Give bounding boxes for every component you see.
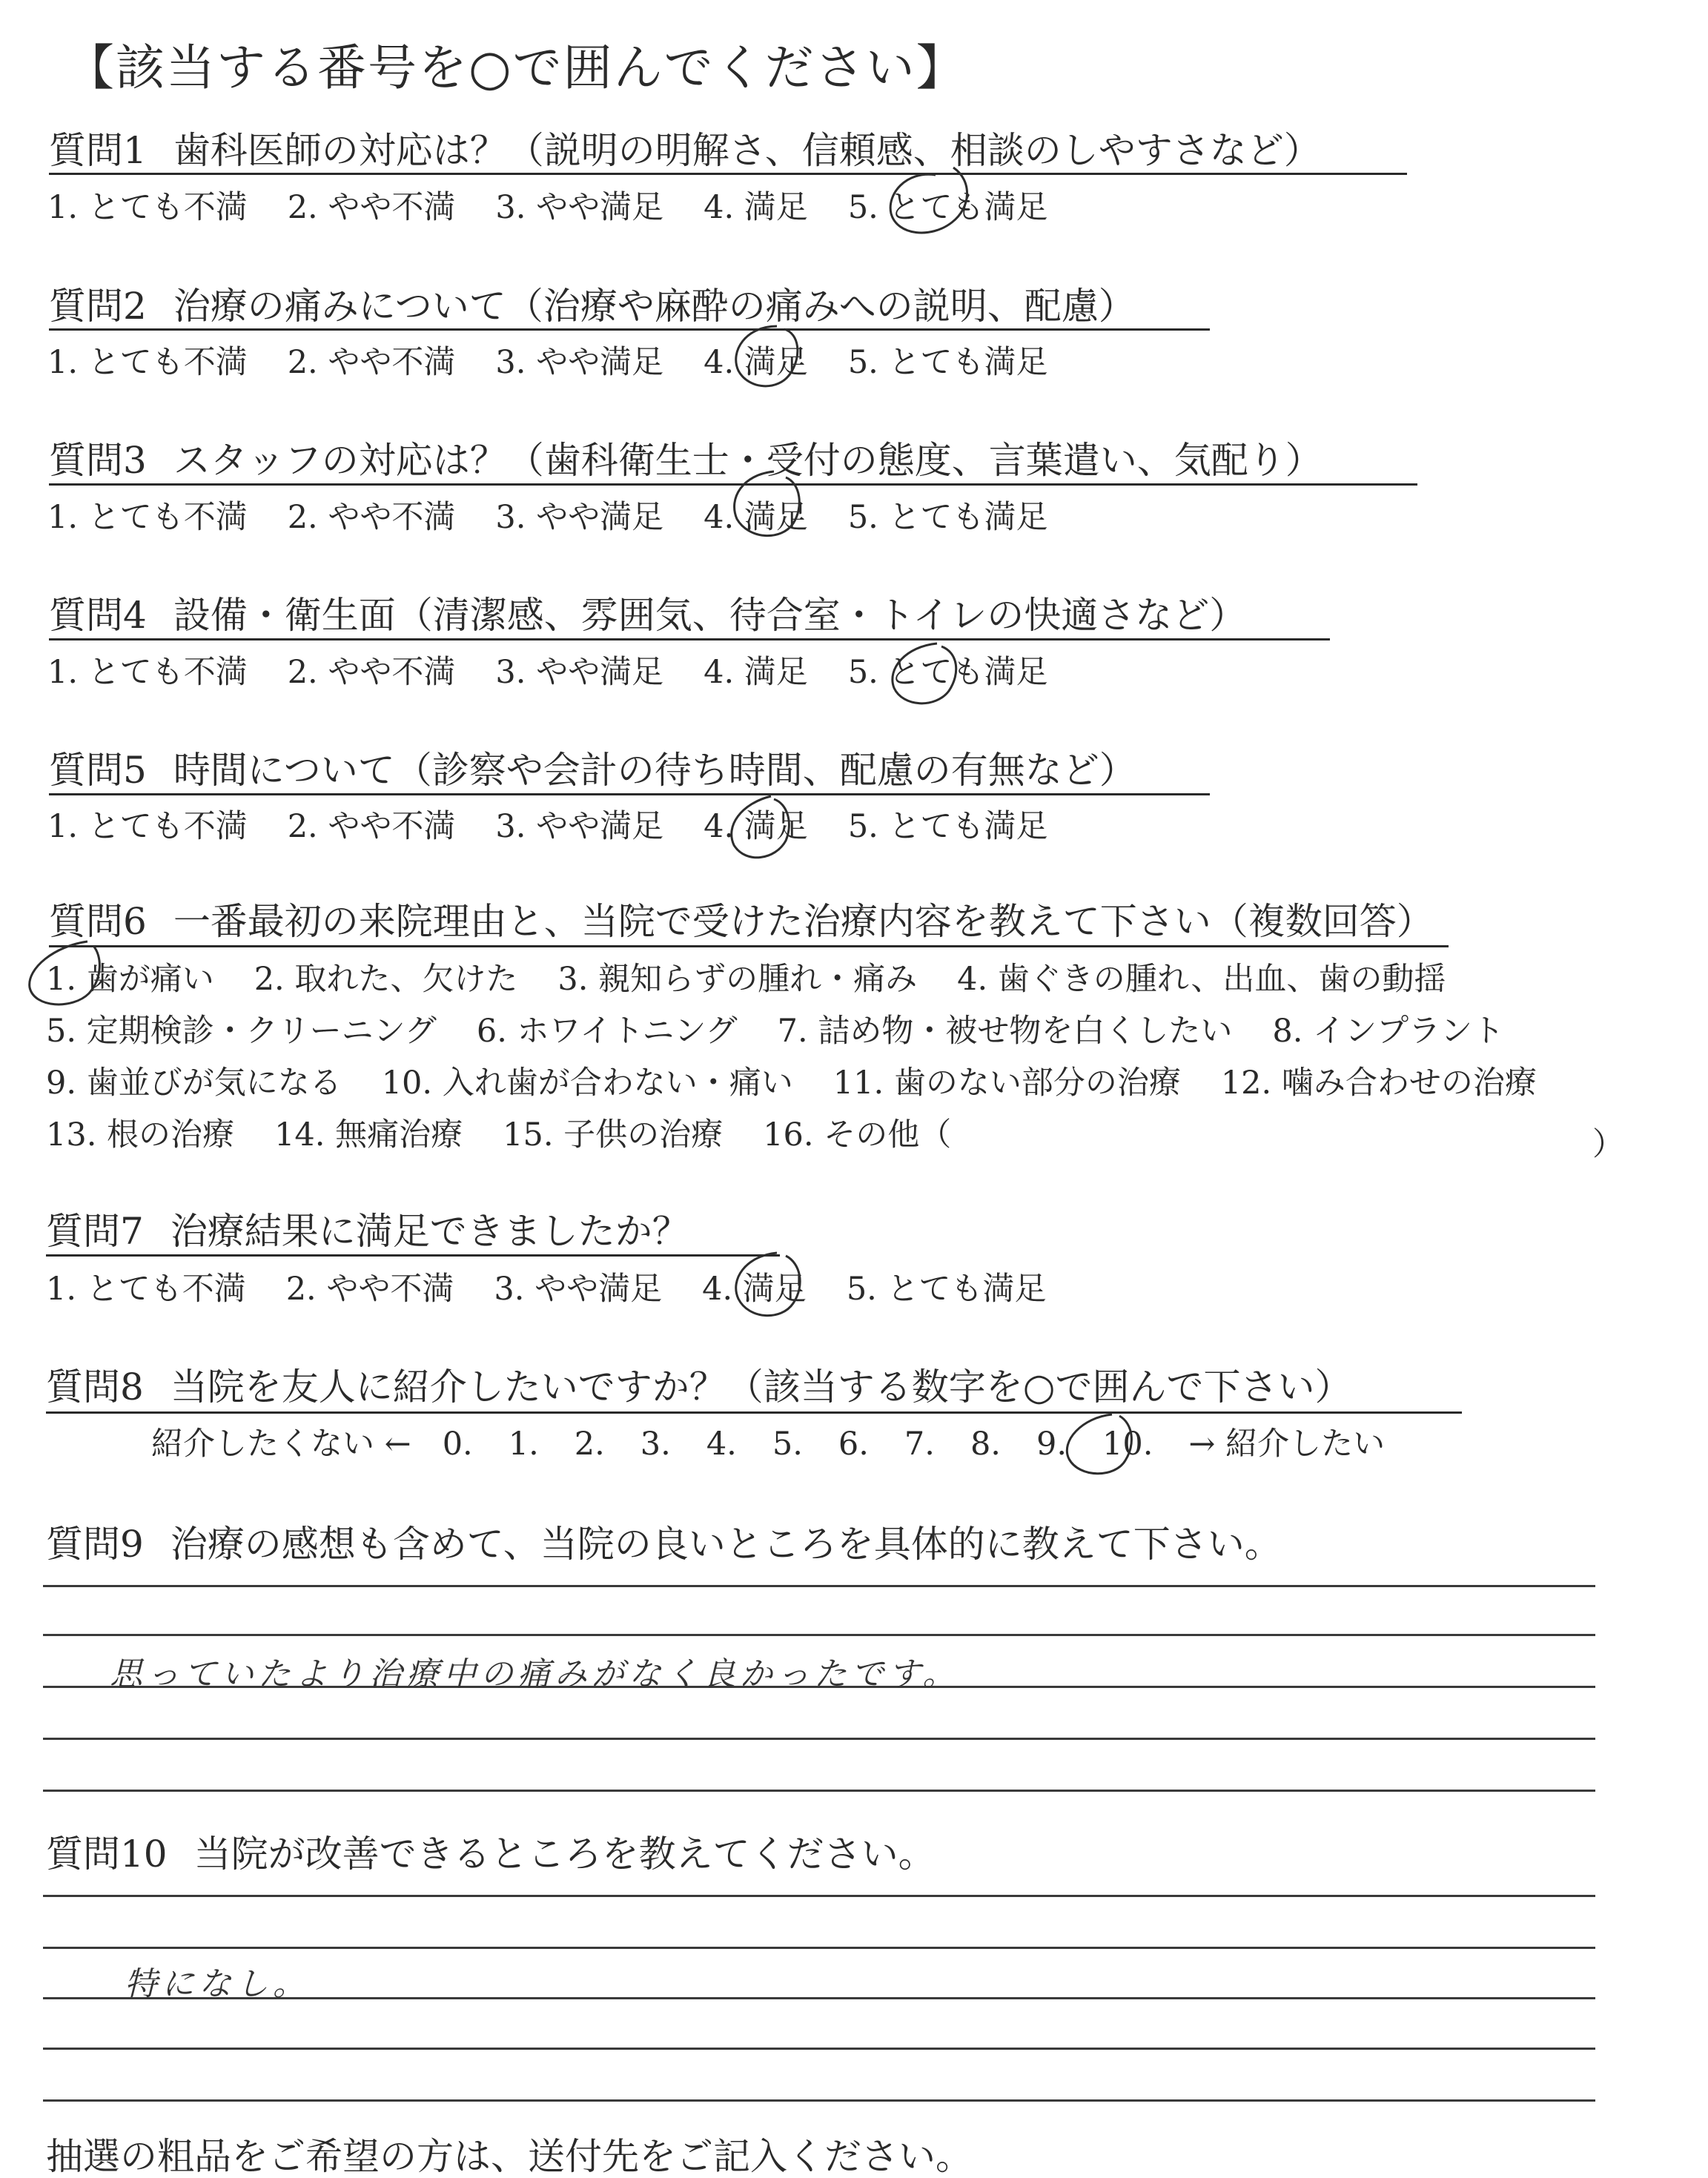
q6-option-1[interactable]: 1. 歯が痛い	[46, 961, 214, 998]
q2-option-5[interactable]: 5. とても満足	[847, 344, 1048, 381]
q6-option-8[interactable]: 8. インプラント	[1272, 1013, 1505, 1050]
q8-score-3[interactable]: 3.	[640, 1426, 671, 1463]
q6-option-9[interactable]: 9. 歯並びが気になる	[46, 1065, 342, 1102]
q6-option-7[interactable]: 7. 詰め物・被せ物を白くしたい	[777, 1013, 1233, 1050]
q4-option-1[interactable]: 1. とても不満	[47, 654, 248, 691]
q4-option-5[interactable]: 5. とても満足	[847, 654, 1048, 691]
question-6-text: 一番最初の来院理由と、当院で受けた治療内容を教えて下さい（複数回答）	[173, 900, 1434, 943]
q8-selected-circle	[1067, 1414, 1131, 1474]
q3-selected-circle	[735, 471, 800, 536]
q5-option-5[interactable]: 5. とても満足	[847, 808, 1048, 845]
q6-option-10[interactable]: 10. 入れ歯が合わない・痛い	[381, 1065, 793, 1102]
q2-option-2[interactable]: 2. やや不満	[287, 344, 456, 381]
q5-option-4[interactable]: 4. 満足	[704, 808, 808, 845]
q6-option-6[interactable]: 6. ホワイトニング	[476, 1013, 738, 1050]
q4-option-3[interactable]: 3. やや満足	[495, 654, 664, 691]
q8-score-2[interactable]: 2.	[574, 1426, 605, 1463]
q6-option-13[interactable]: 13. 根の治療	[46, 1116, 235, 1153]
question-10-label: 質問10	[46, 1833, 168, 1876]
q3-option-2[interactable]: 2. やや不満	[287, 499, 456, 536]
q7-option-1[interactable]: 1. とても不満	[46, 1271, 246, 1308]
q6-option-3[interactable]: 3. 親知らずの腫れ・痛み	[557, 961, 918, 998]
q6-option-2[interactable]: 2. 取れた、欠けた	[254, 961, 518, 998]
q3-option-4[interactable]: 4. 満足	[704, 499, 808, 536]
q5-option-3[interactable]: 3. やや満足	[495, 808, 664, 845]
q6-option-15[interactable]: 15. 子供の治療	[503, 1116, 724, 1153]
q1-selected-circle	[890, 168, 967, 233]
q8-score-0[interactable]: 0.	[442, 1426, 473, 1463]
q8-score-8[interactable]: 8.	[970, 1426, 1001, 1463]
q7-selected-circle	[736, 1253, 800, 1316]
question-8-label: 質問8	[46, 1366, 144, 1409]
question-6-label: 質問6	[49, 900, 147, 943]
question-2-text: 治療の痛みについて（治療や麻酔の痛みへの説明、配慮）	[173, 285, 1136, 328]
q5-selected-circle	[732, 796, 790, 858]
q6-other-close-paren: ）	[1592, 1126, 1624, 1163]
q8-score-9[interactable]: 9.	[1036, 1426, 1068, 1463]
question-1-label: 質問1	[49, 129, 147, 172]
q4-option-2[interactable]: 2. やや不満	[287, 654, 456, 691]
q7-option-2[interactable]: 2. やや不満	[285, 1271, 454, 1308]
question-5-label: 質問5	[49, 749, 147, 792]
q8-score-1[interactable]: 1.	[508, 1426, 539, 1463]
question-2-label: 質問2	[49, 285, 147, 328]
question-7-text: 治療結果に満足できましたか？	[170, 1210, 689, 1253]
q6-option-5[interactable]: 5. 定期検診・クリーニング	[46, 1013, 437, 1050]
question-9-text: 治療の感想も含めて、当院の良いところを具体的に教えて下さい。	[170, 1523, 1282, 1566]
q6-option-4[interactable]: 4. 歯ぐきの腫れ、出血、歯の動揺	[957, 961, 1446, 998]
question-9-label: 質問9	[46, 1523, 144, 1566]
q8-left-label: 紹介したくない ←	[151, 1426, 411, 1463]
q8-score-10[interactable]: 10.	[1102, 1426, 1153, 1463]
question-1-text: 歯科医師の対応は？（説明の明解さ、信頼感、相談のしやすさなど）	[173, 129, 1321, 172]
q6-option-16[interactable]: 16. その他（	[763, 1116, 952, 1153]
question-3-text: スタッフの対応は？（歯科衛生士・受付の態度、言葉遣い、気配り）	[173, 439, 1323, 482]
question-3-label: 質問3	[49, 439, 147, 482]
q8-score-5[interactable]: 5.	[772, 1426, 803, 1463]
q1-option-3[interactable]: 3. やや満足	[495, 189, 664, 226]
q8-score-4[interactable]: 4.	[706, 1426, 737, 1463]
q10-handwritten-answer[interactable]: 特になし。	[125, 1965, 310, 2003]
question-4-label: 質問4	[49, 594, 147, 637]
q4-selected-circle	[893, 643, 956, 704]
question-4-text: 設備・衛生面（清潔感、雰囲気、待合室・トイレの快適さなど）	[173, 594, 1247, 637]
q2-option-1[interactable]: 1. とても不満	[47, 344, 248, 381]
page-title: 【該当する番号を○で囲んでください】	[65, 39, 967, 96]
footer-instruction: 抽選の粗品をご希望の方は、送付先をご記入ください。	[46, 2135, 973, 2178]
q2-selected-circle	[736, 326, 798, 386]
question-8-text: 当院を友人に紹介したいですか？（該当する数字を○で囲んで下さい）	[170, 1366, 1352, 1409]
q6-option-14[interactable]: 14. 無痛治療	[274, 1116, 463, 1153]
q9-handwritten-answer[interactable]: 思っていたより治療中の痛みがなく良かったです。	[110, 1655, 960, 1693]
q5-option-1[interactable]: 1. とても不満	[47, 808, 248, 845]
q1-option-4[interactable]: 4. 満足	[704, 189, 808, 226]
q7-option-5[interactable]: 5. とても満足	[846, 1271, 1047, 1308]
q6-option-11[interactable]: 11. 歯のない部分の治療	[833, 1065, 1181, 1102]
q6-selected-circle	[30, 941, 100, 1004]
q3-option-1[interactable]: 1. とても不満	[47, 499, 248, 536]
q7-option-3[interactable]: 3. やや満足	[494, 1271, 663, 1308]
q1-option-5[interactable]: 5. とても満足	[847, 189, 1048, 226]
q8-right-label: → 紹介したい	[1188, 1426, 1386, 1463]
question-7-label: 質問7	[46, 1210, 144, 1253]
q6-option-12[interactable]: 12. 噛み合わせの治療	[1220, 1065, 1537, 1102]
q2-option-4[interactable]: 4. 満足	[704, 344, 808, 381]
q8-score-6[interactable]: 6.	[838, 1426, 869, 1463]
q1-option-1[interactable]: 1. とても不満	[47, 189, 248, 226]
q3-option-5[interactable]: 5. とても満足	[847, 499, 1048, 536]
q4-option-4[interactable]: 4. 満足	[704, 654, 808, 691]
question-10-text: 当院が改善できるところを教えてください。	[193, 1833, 936, 1876]
q5-option-2[interactable]: 2. やや不満	[287, 808, 456, 845]
q8-score-7[interactable]: 7.	[904, 1426, 935, 1463]
q2-option-3[interactable]: 3. やや満足	[495, 344, 664, 381]
question-5-text: 時間について（診察や会計の待ち時間、配慮の有無など）	[173, 749, 1136, 792]
q3-option-3[interactable]: 3. やや満足	[495, 499, 664, 536]
q1-option-2[interactable]: 2. やや不満	[287, 189, 456, 226]
q7-option-4[interactable]: 4. 満足	[702, 1271, 807, 1308]
